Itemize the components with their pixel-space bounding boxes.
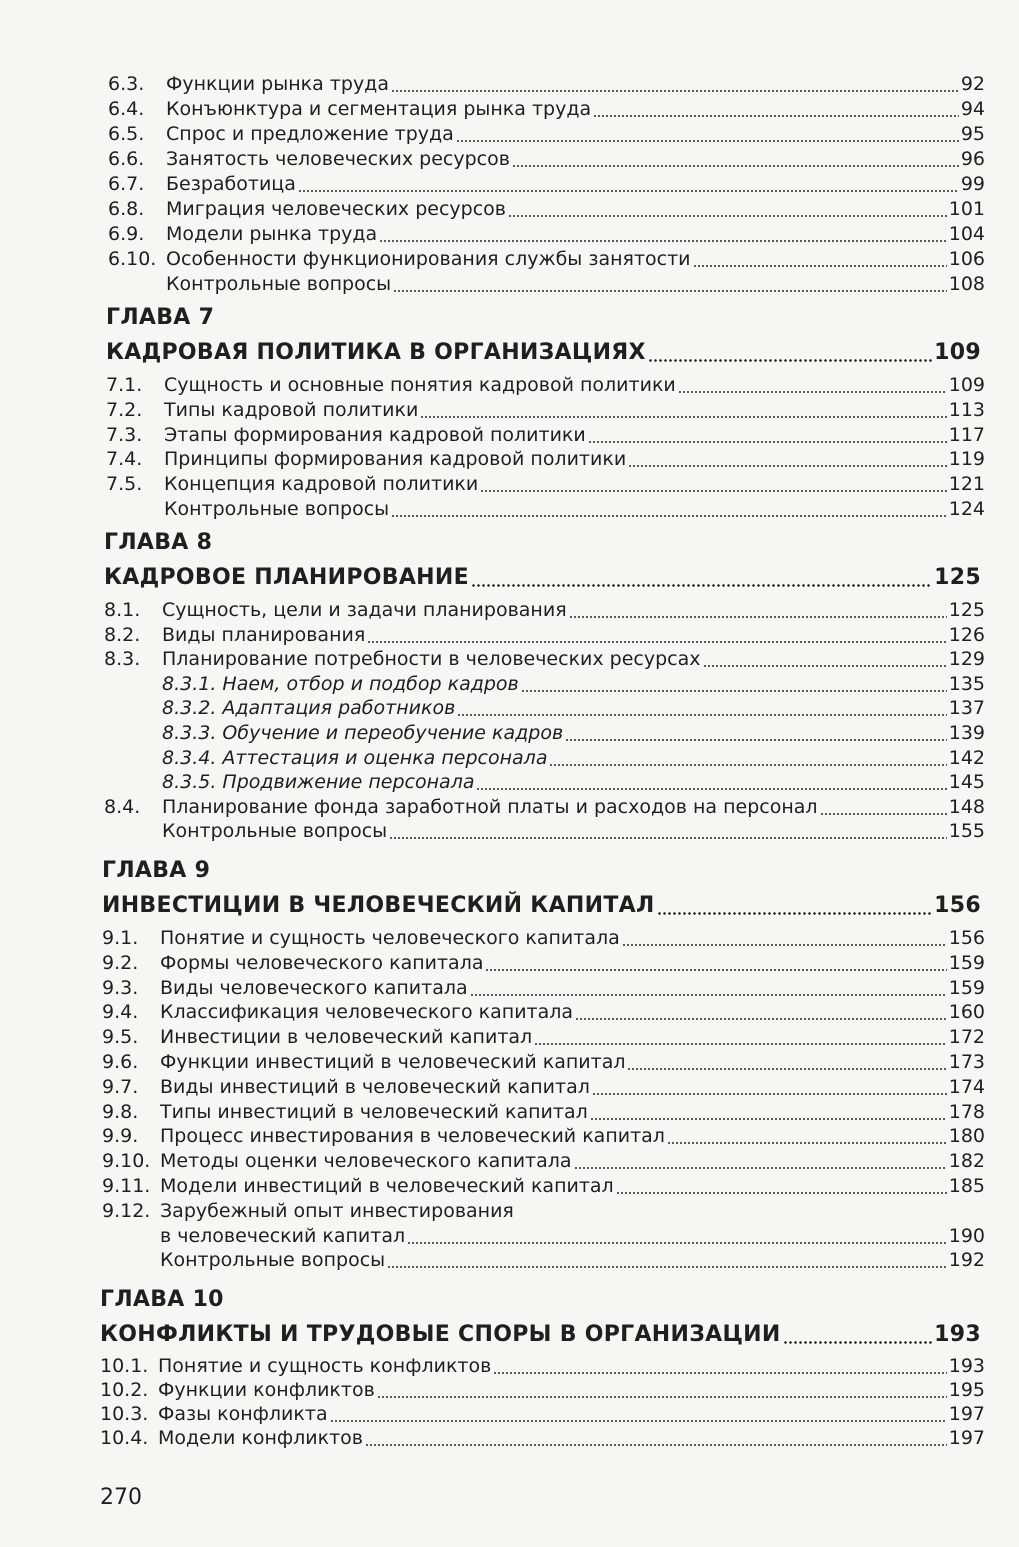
toc-entry[interactable] [102, 1247, 985, 1273]
toc-entry[interactable] [106, 446, 985, 472]
entry-number: 9.8. [102, 1100, 139, 1123]
dot-leader [593, 115, 959, 117]
dot-leader [667, 1142, 947, 1144]
entry-page-number: 173 [948, 1051, 985, 1073]
toc-entry[interactable] [104, 769, 985, 795]
entry-title: Занятость человеческих ресурсов [166, 148, 510, 170]
dot-leader [549, 764, 946, 766]
toc-entry[interactable] [104, 818, 985, 844]
toc-entry[interactable] [108, 196, 985, 222]
chapter-page-number: 125 [934, 565, 981, 590]
entry-number: 8.1. [104, 599, 141, 621]
toc-entry[interactable] [102, 1099, 985, 1125]
toc-entry[interactable] [104, 646, 985, 672]
chapter-title: КАДРОВАЯ ПОЛИТИКА В ОРГАНИЗАЦИЯХ [106, 340, 646, 365]
dot-leader [377, 1396, 947, 1398]
toc-entry[interactable] [100, 1377, 985, 1403]
entry-title: Контрольные вопросы [166, 273, 392, 295]
toc-entry[interactable] [102, 925, 985, 951]
toc-entry[interactable] [104, 695, 985, 721]
entry-page-number: 92 [960, 73, 985, 95]
chapter-page-number: 156 [934, 893, 981, 918]
dot-leader [476, 788, 946, 790]
dot-leader [457, 714, 946, 716]
entry-page-number: 121 [948, 473, 985, 496]
entry-page-number: 156 [948, 927, 985, 949]
dot-leader [693, 265, 947, 267]
entry-page-number: 155 [948, 820, 985, 843]
entry-number: 6.5. [108, 123, 145, 145]
entry-number: 8.3. [104, 648, 141, 671]
entry-title: Концепция кадровой политики [164, 473, 479, 496]
entry-page-number: 125 [948, 599, 985, 621]
entry-number: 10.1. [100, 1355, 149, 1377]
entry-title: Типы инвестиций в человеческий капитал [160, 1100, 588, 1123]
entry-page-number: 113 [948, 398, 985, 421]
dot-leader [820, 813, 947, 815]
dot-leader [588, 441, 947, 443]
toc-entry[interactable] [104, 671, 985, 697]
entry-number: 6.7. [108, 173, 145, 195]
entry-page-number: 182 [948, 1150, 985, 1173]
dot-leader [703, 665, 947, 667]
entry-number: 7.4. [106, 448, 143, 471]
entry-title: 8.3.4. Аттестация и оценка персонала [162, 746, 548, 769]
entry-title: Типы кадровой политики [164, 398, 419, 421]
entry-number: 9.5. [102, 1026, 139, 1049]
toc-entry[interactable] [104, 745, 985, 771]
entry-page-number: 174 [948, 1075, 985, 1098]
entry-number: 8.2. [104, 623, 141, 646]
dot-leader [565, 739, 947, 741]
entry-page-number: 180 [948, 1125, 985, 1148]
dot-leader [389, 837, 947, 839]
toc-entry[interactable] [108, 96, 985, 122]
entry-title: Сущность и основные понятия кадровой политики [164, 374, 676, 396]
entry-title: Виды человеческого капитала [160, 976, 468, 999]
entry-page-number: 124 [948, 498, 985, 520]
toc-entry[interactable] [102, 1123, 985, 1149]
toc-entry[interactable] [104, 597, 985, 623]
entry-number: 9.6. [102, 1051, 139, 1073]
toc-entry[interactable] [108, 121, 985, 147]
entry-number: 9.2. [102, 951, 139, 974]
entry-title: в человеческий капитал [160, 1224, 406, 1247]
entry-number: 9.7. [102, 1075, 139, 1098]
dot-leader [678, 391, 947, 393]
entry-title: Модели рынка труда [166, 223, 378, 245]
toc-entry[interactable] [100, 1425, 985, 1451]
entry-title: Методы оценки человеческого капитала [160, 1150, 572, 1173]
dot-leader [627, 1068, 946, 1070]
toc-entry[interactable] [102, 999, 985, 1025]
entry-title: Контрольные вопросы [164, 498, 390, 520]
entry-number: 7.2. [106, 398, 143, 421]
toc-entry[interactable] [108, 171, 985, 197]
dot-leader [391, 90, 959, 92]
toc-entry[interactable] [108, 146, 985, 172]
toc-entry[interactable] [102, 1074, 985, 1100]
entry-page-number: 148 [948, 795, 985, 818]
entry-title: Планирование потребности в человеческих ресурсах [162, 648, 701, 671]
entry-title: Особенности функционирования службы занятости [166, 248, 691, 270]
entry-title: Виды планирования [162, 623, 366, 646]
dot-leader [485, 969, 946, 971]
dot-leader [365, 1444, 947, 1446]
entry-page-number: 95 [960, 123, 985, 145]
entry-number: 6.10. [108, 248, 157, 270]
entry-page-number: 139 [948, 722, 985, 744]
chapter-label: ГЛАВА 8 [104, 530, 213, 555]
entry-page-number: 137 [948, 697, 985, 720]
toc-entry[interactable] [106, 397, 985, 423]
chapter-page-number: 109 [934, 340, 981, 365]
entry-page-number: 99 [960, 173, 985, 195]
entry-title: Спрос и предложение труда [166, 123, 454, 145]
entry-page-number: 192 [948, 1249, 985, 1272]
dot-leader [569, 616, 947, 618]
toc-entry[interactable] [108, 221, 985, 247]
chapter-title: КАДРОВОЕ ПЛАНИРОВАНИЕ [104, 565, 469, 590]
dot-leader [456, 140, 959, 142]
dot-leader [379, 240, 947, 242]
entry-number: 6.4. [108, 98, 145, 120]
entry-title: Функции инвестиций в человеческий капитал [160, 1051, 626, 1073]
chapter-title-line[interactable] [104, 563, 981, 593]
entry-number: 6.6. [108, 148, 145, 170]
entry-title: Виды инвестиций в человеческий капитал [160, 1075, 590, 1098]
toc-entry[interactable] [102, 1049, 985, 1075]
entry-page-number: 96 [960, 148, 985, 170]
entry-page-number: 160 [948, 1001, 985, 1024]
toc-entry[interactable] [104, 794, 985, 820]
entry-page-number: 104 [948, 223, 985, 245]
entry-page-number: 195 [948, 1378, 985, 1401]
entry-title: Принципы формирования кадровой политики [164, 448, 627, 471]
dot-leader [592, 1093, 947, 1095]
toc-entry[interactable] [108, 271, 985, 297]
dot-leader [574, 1167, 947, 1169]
page-number: 270 [100, 1485, 142, 1510]
entry-page-number: 172 [948, 1026, 985, 1049]
dot-leader [393, 290, 947, 292]
entry-number: 6.9. [108, 223, 145, 245]
toc-entry[interactable] [100, 1401, 985, 1427]
dot-leader [391, 515, 947, 517]
chapter-title-line[interactable] [100, 1320, 981, 1350]
entry-number: 10.3. [100, 1402, 149, 1425]
entry-title: Безработица [166, 173, 296, 195]
dot-leader [508, 215, 947, 217]
entry-title: 8.3.3. Обучение и переобучение кадров [162, 722, 564, 744]
entry-page-number: 119 [948, 448, 985, 471]
toc-entry[interactable] [102, 1223, 985, 1249]
chapter-title-line[interactable] [106, 338, 981, 368]
entry-page-number: 126 [948, 623, 985, 646]
dot-leader [534, 1043, 947, 1045]
entry-number: 7.5. [106, 473, 143, 496]
entry-title: Сущность, цели и задачи планирования [162, 599, 567, 621]
entry-number: 7.3. [106, 423, 143, 446]
toc-entry[interactable] [108, 71, 985, 97]
entry-page-number: 108 [948, 273, 985, 295]
entry-number: 8.4. [104, 795, 141, 818]
entry-title: Модели конфликтов [158, 1426, 364, 1449]
toc-entry[interactable] [106, 471, 985, 497]
chapter-title-line[interactable] [102, 891, 981, 921]
chapter-title: ИНВЕСТИЦИИ В ЧЕЛОВЕЧЕСКИЙ КАПИТАЛ [102, 893, 655, 918]
dot-leader [480, 490, 946, 492]
entry-page-number: 185 [948, 1175, 985, 1197]
entry-page-number: 193 [948, 1355, 985, 1377]
entry-number: 9.4. [102, 1001, 139, 1024]
entry-title: Классификация человеческого капитала [160, 1001, 574, 1024]
dot-leader [471, 584, 932, 587]
dot-leader [470, 994, 947, 996]
entry-number: 7.1. [106, 374, 143, 396]
entry-title: Этапы формирования кадровой политики [164, 423, 586, 446]
entry-title: 8.3.5. Продвижение персонала [162, 771, 475, 794]
entry-page-number: 94 [960, 98, 985, 120]
entry-number: 10.2. [100, 1378, 149, 1401]
dot-leader [298, 190, 959, 192]
dot-leader [420, 416, 946, 418]
entry-title: Контрольные вопросы [162, 820, 388, 843]
entry-title: Понятие и сущность человеческого капитала [160, 927, 620, 949]
dot-leader [387, 1266, 947, 1268]
entry-number: 10.4. [100, 1426, 149, 1449]
dot-leader [628, 465, 947, 467]
entry-title: Функции рынка труда [166, 73, 389, 95]
toc-entry[interactable] [106, 422, 985, 448]
entry-number: 6.3. [108, 73, 145, 95]
entry-number: 9.11. [102, 1175, 151, 1197]
entry-title: Понятие и сущность конфликтов [158, 1355, 492, 1377]
dot-leader [512, 165, 959, 167]
entry-title: Зарубежный опыт инвестирования [160, 1199, 514, 1222]
dot-leader [616, 1192, 947, 1194]
entry-page-number: 159 [948, 951, 985, 974]
chapter-label: ГЛАВА 7 [106, 305, 215, 330]
toc-entry[interactable] [102, 1173, 985, 1199]
dot-leader [367, 641, 946, 643]
toc-entry[interactable] [100, 1353, 985, 1379]
chapter-title: КОНФЛИКТЫ И ТРУДОВЫЕ СПОРЫ В ОРГАНИЗАЦИИ [100, 1322, 781, 1347]
dot-leader [648, 359, 932, 362]
toc-entry[interactable] [102, 975, 985, 1001]
entry-number: 9.1. [102, 927, 139, 949]
toc-entry[interactable] [108, 246, 985, 272]
entry-page-number: 159 [948, 976, 985, 999]
entry-title: Контрольные вопросы [160, 1249, 386, 1272]
dot-leader [590, 1118, 947, 1120]
entry-number: 9.3. [102, 976, 139, 999]
entry-number: 9.10. [102, 1150, 151, 1173]
dot-leader [330, 1420, 947, 1422]
entry-page-number: 190 [948, 1224, 985, 1247]
entry-page-number: 145 [948, 771, 985, 794]
dot-leader [657, 912, 933, 915]
entry-page-number: 129 [948, 648, 985, 671]
dot-leader [521, 690, 947, 692]
toc-entry[interactable] [102, 1198, 985, 1224]
entry-title: Миграция человеческих ресурсов [166, 198, 506, 220]
entry-title: 8.3.1. Наем, отбор и подбор кадров [162, 672, 519, 695]
entry-number: 9.12. [102, 1199, 151, 1222]
dot-leader [622, 944, 947, 946]
toc-entry[interactable] [106, 372, 985, 398]
entry-title: Конъюнктура и сегментация рынка труда [166, 98, 592, 120]
entry-page-number: 109 [948, 374, 985, 396]
entry-title: Планирование фонда заработной платы и расходов на персонал [162, 795, 818, 818]
entry-number: 6.8. [108, 198, 145, 220]
entry-title: 8.3.2. Адаптация работников [162, 697, 456, 720]
entry-page-number: 178 [948, 1100, 985, 1123]
entry-page-number: 101 [948, 198, 985, 220]
entry-page-number: 106 [948, 248, 985, 270]
entry-title: Формы человеческого капитала [160, 951, 484, 974]
dot-leader [575, 1018, 947, 1020]
toc-entry[interactable] [106, 496, 985, 522]
dot-leader [407, 1242, 947, 1244]
toc-entry[interactable] [104, 720, 985, 746]
entry-title: Процесс инвестирования в человеческий капитал [160, 1125, 665, 1148]
entry-page-number: 197 [948, 1426, 985, 1449]
entry-page-number: 197 [948, 1402, 985, 1425]
chapter-label: ГЛАВА 9 [102, 858, 211, 883]
toc-entry[interactable] [102, 950, 985, 976]
entry-page-number: 142 [948, 746, 985, 769]
entry-title: Модели инвестиций в человеческий капитал [160, 1175, 614, 1197]
dot-leader [493, 1372, 946, 1374]
entry-number: 9.9. [102, 1125, 139, 1148]
dot-leader [783, 1341, 933, 1344]
chapter-label: ГЛАВА 10 [100, 1287, 224, 1312]
entry-title: Функции конфликтов [158, 1378, 375, 1401]
entry-title: Фазы конфликта [158, 1402, 328, 1425]
toc-entry[interactable] [102, 1024, 985, 1050]
toc-entry[interactable] [104, 622, 985, 648]
entry-page-number: 135 [948, 672, 985, 695]
toc-entry[interactable] [102, 1148, 985, 1174]
chapter-page-number: 193 [934, 1322, 981, 1347]
entry-page-number: 117 [948, 423, 985, 446]
entry-title: Инвестиции в человеческий капитал [160, 1026, 533, 1049]
